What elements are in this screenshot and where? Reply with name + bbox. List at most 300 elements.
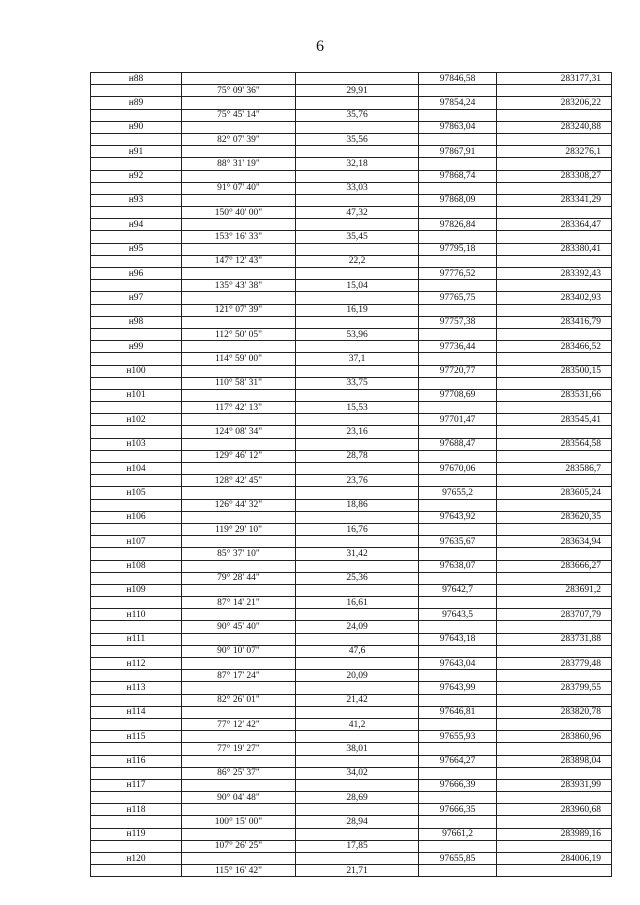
empty-cell — [497, 133, 612, 145]
empty-cell — [497, 548, 612, 560]
segment-length: 28,94 — [296, 816, 419, 828]
segment-length: 16,19 — [296, 304, 419, 316]
empty-cell — [296, 487, 419, 499]
coordinate-x: 97655,85 — [419, 853, 497, 865]
empty-cell — [182, 804, 296, 816]
coordinate-y: 283206,22 — [497, 97, 612, 109]
empty-cell — [296, 170, 419, 182]
coordinate-y: 283634,94 — [497, 536, 612, 548]
direction-angle: 75° 09' 36" — [182, 85, 296, 97]
empty-cell — [182, 731, 296, 743]
point-name: н116 — [91, 755, 182, 767]
coordinate-x: 97708,69 — [419, 389, 497, 401]
empty-cell — [91, 840, 182, 852]
empty-cell — [419, 718, 497, 730]
coordinate-y: 283380,41 — [497, 243, 612, 255]
empty-cell — [91, 353, 182, 365]
point-name: н103 — [91, 438, 182, 450]
empty-cell — [419, 499, 497, 511]
empty-cell — [296, 414, 419, 426]
direction-angle: 90° 45' 40" — [182, 621, 296, 633]
coordinate-x: 97643,04 — [419, 658, 497, 670]
point-row — [91, 341, 612, 353]
empty-cell — [296, 365, 419, 377]
coordinate-x: 97868,74 — [419, 170, 497, 182]
point-row — [91, 243, 612, 255]
segment-length: 22,2 — [296, 255, 419, 267]
empty-cell — [91, 865, 182, 877]
segment-row — [91, 353, 612, 365]
empty-cell — [419, 231, 497, 243]
empty-cell — [497, 109, 612, 121]
direction-angle: 100° 15' 00" — [182, 816, 296, 828]
coordinate-y: 284006,19 — [497, 853, 612, 865]
point-name: н96 — [91, 268, 182, 280]
coordinate-x: 97643,99 — [419, 682, 497, 694]
empty-cell — [296, 511, 419, 523]
segment-length: 15,53 — [296, 402, 419, 414]
segment-length: 28,69 — [296, 792, 419, 804]
point-name: н114 — [91, 706, 182, 718]
segment-length: 20,09 — [296, 670, 419, 682]
direction-angle: 82° 26' 01" — [182, 694, 296, 706]
empty-cell — [497, 353, 612, 365]
empty-cell — [91, 816, 182, 828]
segment-length: 17,85 — [296, 840, 419, 852]
empty-cell — [419, 353, 497, 365]
empty-cell — [91, 597, 182, 609]
empty-cell — [182, 414, 296, 426]
direction-angle: 79° 28' 44" — [182, 572, 296, 584]
point-row — [91, 560, 612, 572]
segment-row — [91, 767, 612, 779]
empty-cell — [296, 633, 419, 645]
empty-cell — [91, 328, 182, 340]
direction-angle: 115° 16' 42" — [182, 865, 296, 877]
point-row — [91, 658, 612, 670]
coordinate-x: 97826,84 — [419, 219, 497, 231]
direction-angle: 150° 40' 00" — [182, 207, 296, 219]
point-name: н99 — [91, 341, 182, 353]
coordinate-y: 283691,2 — [497, 584, 612, 596]
coordinate-y: 283531,66 — [497, 389, 612, 401]
segment-length: 16,61 — [296, 597, 419, 609]
empty-cell — [91, 645, 182, 657]
empty-cell — [91, 548, 182, 560]
point-name: н89 — [91, 97, 182, 109]
coordinate-x: 97664,27 — [419, 755, 497, 767]
coordinate-x: 97688,47 — [419, 438, 497, 450]
empty-cell — [497, 280, 612, 292]
empty-cell — [182, 146, 296, 158]
empty-cell — [91, 255, 182, 267]
segment-length: 31,42 — [296, 548, 419, 560]
segment-length: 53,96 — [296, 328, 419, 340]
point-row — [91, 292, 612, 304]
coordinate-x: 97646,81 — [419, 706, 497, 718]
empty-cell — [296, 146, 419, 158]
point-row — [91, 828, 612, 840]
empty-cell — [497, 304, 612, 316]
empty-cell — [182, 633, 296, 645]
empty-cell — [91, 523, 182, 535]
coordinate-y: 283392,43 — [497, 268, 612, 280]
point-row — [91, 682, 612, 694]
empty-cell — [296, 658, 419, 670]
coordinates-table — [90, 72, 612, 877]
empty-cell — [419, 621, 497, 633]
empty-cell — [497, 426, 612, 438]
direction-angle: 121° 07' 39" — [182, 304, 296, 316]
empty-cell — [419, 840, 497, 852]
empty-cell — [296, 121, 419, 133]
segment-row — [91, 426, 612, 438]
segment-row — [91, 475, 612, 487]
empty-cell — [182, 609, 296, 621]
point-row — [91, 194, 612, 206]
direction-angle: 90° 10' 07" — [182, 645, 296, 657]
segment-row — [91, 597, 612, 609]
empty-cell — [497, 865, 612, 877]
point-name: н100 — [91, 365, 182, 377]
point-row — [91, 121, 612, 133]
empty-cell — [182, 97, 296, 109]
point-row — [91, 511, 612, 523]
empty-cell — [497, 475, 612, 487]
empty-cell — [296, 389, 419, 401]
coordinate-y: 283276,1 — [497, 146, 612, 158]
empty-cell — [497, 85, 612, 97]
empty-cell — [91, 280, 182, 292]
empty-cell — [182, 438, 296, 450]
empty-cell — [419, 328, 497, 340]
segment-length: 21,71 — [296, 865, 419, 877]
empty-cell — [419, 133, 497, 145]
segment-row — [91, 816, 612, 828]
empty-cell — [91, 207, 182, 219]
empty-cell — [419, 85, 497, 97]
empty-cell — [497, 158, 612, 170]
point-row — [91, 170, 612, 182]
empty-cell — [296, 463, 419, 475]
direction-angle: 129° 46' 12" — [182, 450, 296, 462]
direction-angle: 75° 45' 14" — [182, 109, 296, 121]
direction-angle: 87° 14' 21" — [182, 597, 296, 609]
coordinate-x: 97670,06 — [419, 463, 497, 475]
empty-cell — [182, 584, 296, 596]
segment-length: 16,76 — [296, 523, 419, 535]
empty-cell — [296, 828, 419, 840]
segment-row — [91, 694, 612, 706]
direction-angle: 128° 42' 45" — [182, 475, 296, 487]
coordinate-x: 97846,58 — [419, 73, 497, 85]
coordinate-x: 97643,5 — [419, 609, 497, 621]
empty-cell — [182, 828, 296, 840]
empty-cell — [296, 682, 419, 694]
empty-cell — [91, 718, 182, 730]
empty-cell — [497, 402, 612, 414]
segment-row — [91, 572, 612, 584]
segment-length: 28,78 — [296, 450, 419, 462]
empty-cell — [296, 73, 419, 85]
empty-cell — [182, 73, 296, 85]
empty-cell — [497, 816, 612, 828]
empty-cell — [182, 365, 296, 377]
direction-angle: 153° 16' 33" — [182, 231, 296, 243]
empty-cell — [296, 243, 419, 255]
empty-cell — [497, 597, 612, 609]
empty-cell — [296, 755, 419, 767]
point-name: н105 — [91, 487, 182, 499]
empty-cell — [182, 268, 296, 280]
empty-cell — [296, 316, 419, 328]
direction-angle: 90° 04' 48" — [182, 792, 296, 804]
empty-cell — [91, 670, 182, 682]
segment-length: 29,91 — [296, 85, 419, 97]
empty-cell — [182, 706, 296, 718]
coordinate-x: 97795,18 — [419, 243, 497, 255]
empty-cell — [497, 645, 612, 657]
empty-cell — [497, 255, 612, 267]
empty-cell — [419, 670, 497, 682]
direction-angle: 119° 29' 10" — [182, 523, 296, 535]
direction-angle: 135° 43' 38" — [182, 280, 296, 292]
direction-angle: 87° 17' 24" — [182, 670, 296, 682]
empty-cell — [296, 609, 419, 621]
empty-cell — [419, 816, 497, 828]
direction-angle: 77° 12' 42" — [182, 718, 296, 730]
segment-length: 38,01 — [296, 743, 419, 755]
point-row — [91, 389, 612, 401]
empty-cell — [497, 792, 612, 804]
empty-cell — [296, 779, 419, 791]
coordinate-x: 97643,18 — [419, 633, 497, 645]
segment-length: 33,03 — [296, 182, 419, 194]
empty-cell — [91, 182, 182, 194]
segment-length: 33,75 — [296, 377, 419, 389]
point-name: н90 — [91, 121, 182, 133]
segment-row — [91, 670, 612, 682]
empty-cell — [296, 438, 419, 450]
coordinate-x: 97776,52 — [419, 268, 497, 280]
empty-cell — [419, 304, 497, 316]
segment-length: 37,1 — [296, 353, 419, 365]
point-name: н118 — [91, 804, 182, 816]
direction-angle: 88° 31' 19" — [182, 158, 296, 170]
point-name: н120 — [91, 853, 182, 865]
direction-angle: 112° 50' 05" — [182, 328, 296, 340]
empty-cell — [91, 377, 182, 389]
direction-angle: 86° 25' 37" — [182, 767, 296, 779]
empty-cell — [91, 767, 182, 779]
coordinate-y: 283860,96 — [497, 731, 612, 743]
empty-cell — [91, 572, 182, 584]
coordinate-y: 283605,24 — [497, 487, 612, 499]
point-name: н112 — [91, 658, 182, 670]
empty-cell — [419, 377, 497, 389]
empty-cell — [91, 621, 182, 633]
coordinate-x: 97736,44 — [419, 341, 497, 353]
segment-row — [91, 523, 612, 535]
coordinate-x: 97635,67 — [419, 536, 497, 548]
empty-cell — [182, 536, 296, 548]
coordinate-y: 283177,31 — [497, 73, 612, 85]
segment-row — [91, 85, 612, 97]
empty-cell — [497, 328, 612, 340]
point-row — [91, 365, 612, 377]
page-number: 6 — [316, 38, 324, 55]
segment-row — [91, 304, 612, 316]
coordinate-x: 97868,09 — [419, 194, 497, 206]
segment-row — [91, 645, 612, 657]
coordinate-y: 283240,88 — [497, 121, 612, 133]
empty-cell — [91, 694, 182, 706]
segment-row — [91, 499, 612, 511]
point-name: н97 — [91, 292, 182, 304]
point-name: н88 — [91, 73, 182, 85]
segment-row — [91, 840, 612, 852]
segment-length: 35,56 — [296, 133, 419, 145]
segment-length: 23,16 — [296, 426, 419, 438]
coordinate-y: 283898,04 — [497, 755, 612, 767]
segment-row — [91, 792, 612, 804]
point-name: н107 — [91, 536, 182, 548]
segment-row — [91, 402, 612, 414]
coordinate-y: 283960,68 — [497, 804, 612, 816]
point-name: н94 — [91, 219, 182, 231]
empty-cell — [419, 743, 497, 755]
empty-cell — [182, 194, 296, 206]
coordinate-x: 97863,04 — [419, 121, 497, 133]
direction-angle: 77° 19' 27" — [182, 743, 296, 755]
point-name: н119 — [91, 828, 182, 840]
direction-angle: 124° 08' 34" — [182, 426, 296, 438]
empty-cell — [91, 743, 182, 755]
empty-cell — [419, 207, 497, 219]
empty-cell — [497, 767, 612, 779]
point-name: н92 — [91, 170, 182, 182]
segment-length: 47,6 — [296, 645, 419, 657]
empty-cell — [497, 523, 612, 535]
point-name: н109 — [91, 584, 182, 596]
direction-angle: 114° 59' 00" — [182, 353, 296, 365]
empty-cell — [497, 377, 612, 389]
coordinate-y: 283564,58 — [497, 438, 612, 450]
point-row — [91, 268, 612, 280]
segment-row — [91, 158, 612, 170]
segment-row — [91, 718, 612, 730]
segment-length: 25,36 — [296, 572, 419, 584]
point-name: н98 — [91, 316, 182, 328]
segment-length: 18,86 — [296, 499, 419, 511]
empty-cell — [419, 767, 497, 779]
empty-cell — [91, 402, 182, 414]
segment-row — [91, 450, 612, 462]
empty-cell — [419, 475, 497, 487]
segment-row — [91, 182, 612, 194]
coordinate-x: 97867,91 — [419, 146, 497, 158]
empty-cell — [91, 304, 182, 316]
empty-cell — [497, 670, 612, 682]
segment-length: 23,76 — [296, 475, 419, 487]
empty-cell — [91, 85, 182, 97]
empty-cell — [91, 792, 182, 804]
point-name: н106 — [91, 511, 182, 523]
segment-row — [91, 377, 612, 389]
empty-cell — [419, 523, 497, 535]
empty-cell — [497, 621, 612, 633]
direction-angle: 107° 26' 25" — [182, 840, 296, 852]
point-row — [91, 316, 612, 328]
point-row — [91, 706, 612, 718]
empty-cell — [296, 268, 419, 280]
empty-cell — [419, 402, 497, 414]
point-row — [91, 633, 612, 645]
empty-cell — [419, 255, 497, 267]
empty-cell — [182, 170, 296, 182]
point-name: н115 — [91, 731, 182, 743]
empty-cell — [296, 706, 419, 718]
empty-cell — [419, 865, 497, 877]
coordinate-x: 97666,39 — [419, 779, 497, 791]
segment-row — [91, 255, 612, 267]
empty-cell — [91, 133, 182, 145]
empty-cell — [91, 426, 182, 438]
segment-length: 32,18 — [296, 158, 419, 170]
coordinate-y: 283500,15 — [497, 365, 612, 377]
empty-cell — [182, 243, 296, 255]
empty-cell — [91, 109, 182, 121]
segment-row — [91, 231, 612, 243]
coordinate-y: 283731,88 — [497, 633, 612, 645]
coordinate-x: 97666,35 — [419, 804, 497, 816]
empty-cell — [296, 804, 419, 816]
point-row — [91, 73, 612, 85]
direction-angle: 85° 37' 10" — [182, 548, 296, 560]
segment-row — [91, 133, 612, 145]
segment-length: 34,02 — [296, 767, 419, 779]
segment-row — [91, 743, 612, 755]
point-row — [91, 146, 612, 158]
point-row — [91, 731, 612, 743]
point-row — [91, 414, 612, 426]
point-row — [91, 463, 612, 475]
point-name: н104 — [91, 463, 182, 475]
coordinate-y: 283931,99 — [497, 779, 612, 791]
empty-cell — [296, 560, 419, 572]
segment-length: 47,32 — [296, 207, 419, 219]
coordinate-y: 283820,78 — [497, 706, 612, 718]
point-name: н117 — [91, 779, 182, 791]
segment-row — [91, 280, 612, 292]
direction-angle: 82° 07' 39" — [182, 133, 296, 145]
segment-row — [91, 109, 612, 121]
point-name: н108 — [91, 560, 182, 572]
coordinate-y: 283308,27 — [497, 170, 612, 182]
segment-row — [91, 865, 612, 877]
empty-cell — [182, 389, 296, 401]
segment-row — [91, 548, 612, 560]
coordinate-y: 283779,48 — [497, 658, 612, 670]
empty-cell — [296, 194, 419, 206]
empty-cell — [296, 731, 419, 743]
empty-cell — [296, 292, 419, 304]
segment-length: 41,2 — [296, 718, 419, 730]
empty-cell — [497, 182, 612, 194]
empty-cell — [497, 499, 612, 511]
empty-cell — [497, 450, 612, 462]
point-row — [91, 779, 612, 791]
